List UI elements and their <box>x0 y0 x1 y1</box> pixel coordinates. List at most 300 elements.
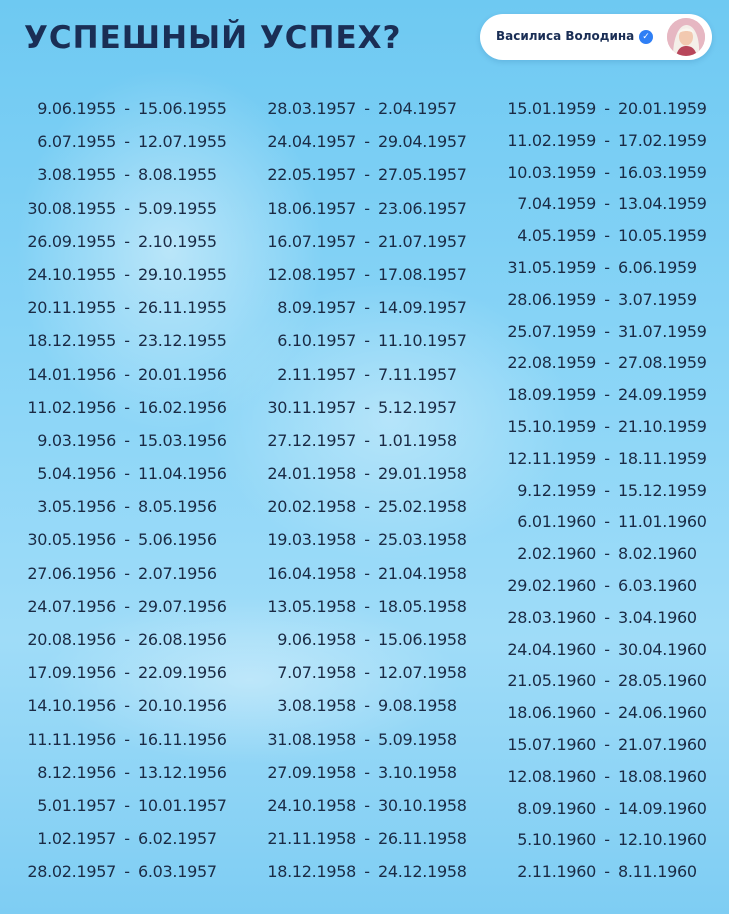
range-dash: - <box>364 596 370 616</box>
range-dash: - <box>604 798 610 818</box>
range-start-date: 5.01.1957 <box>37 795 116 815</box>
range-end-date: 8.11.1960 <box>618 862 697 882</box>
range-end-date: 27.05.1957 <box>378 165 467 185</box>
range-start-date: 18.12.1958 <box>267 862 356 882</box>
date-range-row <box>260 457 465 490</box>
range-dash: - <box>124 663 130 683</box>
date-range-row <box>260 523 465 556</box>
dates-column-1 <box>20 92 225 889</box>
range-dash: - <box>604 194 610 214</box>
date-range-row <box>500 506 705 538</box>
range-dash: - <box>364 198 370 218</box>
range-end-date: 11.04.1956 <box>138 464 227 484</box>
range-end-date: 21.04.1958 <box>378 563 467 583</box>
range-dash: - <box>604 385 610 405</box>
range-start-date: 9.06.1955 <box>37 99 116 118</box>
range-start-date: 7.07.1958 <box>277 663 356 683</box>
range-end-date: 26.08.1956 <box>138 630 227 649</box>
range-end-date: 26.11.1955 <box>138 298 227 318</box>
range-end-date: 6.03.1960 <box>618 575 697 595</box>
range-dash: - <box>604 257 610 277</box>
range-dash: - <box>364 132 370 152</box>
range-end-date: 26.11.1958 <box>378 829 467 849</box>
range-end-date: 6.03.1957 <box>138 862 217 882</box>
dates-column-3 <box>500 93 705 888</box>
range-dash: - <box>124 630 130 649</box>
date-range-row <box>500 729 705 761</box>
range-end-date: 6.02.1957 <box>138 829 217 849</box>
range-end-date: 17.08.1957 <box>378 264 467 284</box>
range-start-date: 15.01.1959 <box>507 99 596 118</box>
range-start-date: 30.05.1956 <box>27 530 116 550</box>
range-dash: - <box>124 165 130 185</box>
range-start-date: 31.08.1958 <box>267 729 356 749</box>
date-range-row <box>20 656 225 689</box>
range-dash: - <box>604 130 610 150</box>
date-range-row <box>20 557 225 590</box>
range-start-date: 15.10.1959 <box>507 416 596 436</box>
range-start-date: 14.01.1956 <box>27 364 116 384</box>
range-dash: - <box>604 321 610 341</box>
range-end-date: 29.07.1956 <box>138 596 227 616</box>
date-range-row <box>260 225 465 258</box>
range-start-date: 27.06.1956 <box>27 563 116 583</box>
range-dash: - <box>364 563 370 583</box>
range-start-date: 3.08.1955 <box>37 165 116 185</box>
range-end-date: 12.07.1958 <box>378 663 467 683</box>
date-range-row <box>500 475 705 507</box>
range-start-date: 30.08.1955 <box>27 198 116 218</box>
range-start-date: 24.04.1957 <box>267 132 356 152</box>
range-start-date: 2.11.1960 <box>517 862 596 882</box>
range-dash: - <box>604 512 610 532</box>
range-start-date: 3.08.1958 <box>277 696 356 716</box>
range-dash: - <box>364 331 370 351</box>
range-dash: - <box>604 830 610 850</box>
dates-column-2 <box>260 92 465 889</box>
range-end-date: 24.09.1959 <box>618 385 707 405</box>
date-range-row <box>500 93 705 125</box>
range-dash: - <box>364 231 370 251</box>
date-range-row <box>260 125 465 158</box>
range-dash: - <box>604 639 610 659</box>
date-range-row <box>20 192 225 225</box>
range-end-date: 2.04.1957 <box>378 99 457 118</box>
range-end-date: 11.01.1960 <box>618 512 707 532</box>
range-end-date: 3.10.1958 <box>378 762 457 782</box>
range-end-date: 29.04.1957 <box>378 132 467 152</box>
date-range-row <box>500 347 705 379</box>
range-end-date: 15.06.1958 <box>378 630 467 649</box>
range-start-date: 9.12.1959 <box>517 480 596 500</box>
range-dash: - <box>124 364 130 384</box>
range-end-date: 29.01.1958 <box>378 464 467 484</box>
avatar <box>667 18 705 56</box>
range-dash: - <box>604 353 610 373</box>
date-range-row <box>260 557 465 590</box>
date-range-row <box>260 656 465 689</box>
date-range-row <box>500 220 705 252</box>
range-dash: - <box>604 289 610 309</box>
date-range-row <box>20 358 225 391</box>
date-range-row <box>500 634 705 666</box>
date-range-row <box>260 424 465 457</box>
range-end-date: 18.05.1958 <box>378 596 467 616</box>
date-range-row <box>500 125 705 157</box>
date-range-row <box>20 92 225 125</box>
range-dash: - <box>124 497 130 517</box>
range-dash: - <box>604 703 610 723</box>
range-dash: - <box>124 298 130 318</box>
range-start-date: 17.09.1956 <box>27 663 116 683</box>
date-range-row <box>20 324 225 357</box>
range-start-date: 13.05.1958 <box>267 596 356 616</box>
range-end-date: 23.06.1957 <box>378 198 467 218</box>
range-dash: - <box>124 729 130 749</box>
date-range-row <box>20 225 225 258</box>
range-start-date: 18.06.1957 <box>267 198 356 218</box>
range-start-date: 20.02.1958 <box>267 497 356 517</box>
date-range-row <box>20 291 225 324</box>
range-start-date: 29.02.1960 <box>507 575 596 595</box>
range-end-date: 5.09.1955 <box>138 198 217 218</box>
date-range-row <box>260 391 465 424</box>
date-range-row <box>20 158 225 191</box>
date-range-row <box>20 723 225 756</box>
date-range-row <box>20 623 225 656</box>
date-range-row <box>20 855 225 888</box>
range-start-date: 21.05.1960 <box>507 671 596 691</box>
range-end-date: 1.01.1958 <box>378 430 457 450</box>
date-range-row <box>260 158 465 191</box>
range-start-date: 28.03.1960 <box>507 607 596 627</box>
range-start-date: 2.11.1957 <box>277 364 356 384</box>
date-range-row <box>20 391 225 424</box>
range-end-date: 9.08.1958 <box>378 696 457 716</box>
range-start-date: 6.10.1957 <box>277 331 356 351</box>
range-start-date: 24.04.1960 <box>507 639 596 659</box>
date-range-row <box>500 570 705 602</box>
range-end-date: 5.09.1958 <box>378 729 457 749</box>
range-start-date: 5.10.1960 <box>517 830 596 850</box>
range-end-date: 24.06.1960 <box>618 703 707 723</box>
range-start-date: 22.05.1957 <box>267 165 356 185</box>
range-end-date: 29.10.1955 <box>138 264 227 284</box>
date-range-row <box>20 424 225 457</box>
range-end-date: 5.06.1956 <box>138 530 217 550</box>
range-end-date: 3.04.1960 <box>618 607 697 627</box>
range-end-date: 5.12.1957 <box>378 397 457 417</box>
range-end-date: 10.05.1959 <box>618 226 707 246</box>
date-range-row <box>500 157 705 189</box>
range-start-date: 28.03.1957 <box>267 99 356 118</box>
range-end-date: 2.07.1956 <box>138 563 217 583</box>
range-dash: - <box>604 226 610 246</box>
range-dash: - <box>364 862 370 882</box>
range-end-date: 20.10.1956 <box>138 696 227 716</box>
range-dash: - <box>124 264 130 284</box>
range-dash: - <box>124 331 130 351</box>
range-start-date: 24.10.1955 <box>27 264 116 284</box>
range-start-date: 16.07.1957 <box>267 231 356 251</box>
date-range-row <box>20 125 225 158</box>
date-range-row <box>20 523 225 556</box>
profile-name: Василиса Володина <box>496 29 635 43</box>
date-range-row <box>260 623 465 656</box>
range-end-date: 20.01.1956 <box>138 364 227 384</box>
date-range-row <box>260 490 465 523</box>
date-range-row <box>500 665 705 697</box>
range-end-date: 12.07.1955 <box>138 132 227 152</box>
range-start-date: 28.06.1959 <box>507 289 596 309</box>
range-start-date: 27.12.1957 <box>267 430 356 450</box>
range-end-date: 30.10.1958 <box>378 795 467 815</box>
range-dash: - <box>364 829 370 849</box>
date-range-row <box>500 856 705 888</box>
range-start-date: 7.04.1959 <box>517 194 596 214</box>
date-range-row <box>20 756 225 789</box>
date-range-row <box>260 291 465 324</box>
range-dash: - <box>364 530 370 550</box>
range-start-date: 9.03.1956 <box>37 430 116 450</box>
date-range-row <box>260 723 465 756</box>
range-dash: - <box>604 448 610 468</box>
date-range-row <box>20 689 225 722</box>
range-start-date: 19.03.1958 <box>267 530 356 550</box>
range-end-date: 14.09.1960 <box>618 798 707 818</box>
range-start-date: 28.02.1957 <box>27 862 116 882</box>
range-end-date: 21.10.1959 <box>618 416 707 436</box>
range-start-date: 12.08.1957 <box>267 264 356 284</box>
range-dash: - <box>124 198 130 218</box>
range-end-date: 24.12.1958 <box>378 862 467 882</box>
range-end-date: 18.11.1959 <box>618 448 707 468</box>
range-end-date: 13.12.1956 <box>138 762 227 782</box>
range-dash: - <box>364 99 370 118</box>
date-range-row <box>260 590 465 623</box>
date-range-row <box>260 258 465 291</box>
range-start-date: 26.09.1955 <box>27 231 116 251</box>
date-range-row <box>260 192 465 225</box>
date-range-row <box>260 92 465 125</box>
range-start-date: 22.08.1959 <box>507 353 596 373</box>
range-dash: - <box>364 630 370 649</box>
range-start-date: 3.05.1956 <box>37 497 116 517</box>
range-start-date: 30.11.1957 <box>267 397 356 417</box>
range-end-date: 3.07.1959 <box>618 289 697 309</box>
range-start-date: 14.10.1956 <box>27 696 116 716</box>
range-end-date: 13.04.1959 <box>618 194 707 214</box>
range-dash: - <box>124 829 130 849</box>
range-end-date: 18.08.1960 <box>618 766 707 786</box>
range-end-date: 16.11.1956 <box>138 729 227 749</box>
date-range-row <box>260 324 465 357</box>
range-end-date: 25.03.1958 <box>378 530 467 550</box>
range-start-date: 24.07.1956 <box>27 596 116 616</box>
date-range-row <box>20 822 225 855</box>
range-dash: - <box>124 795 130 815</box>
range-dash: - <box>604 480 610 500</box>
range-start-date: 11.02.1956 <box>27 397 116 417</box>
range-end-date: 22.09.1956 <box>138 663 227 683</box>
range-end-date: 8.02.1960 <box>618 544 697 564</box>
range-end-date: 30.04.1960 <box>618 639 707 659</box>
range-dash: - <box>124 231 130 251</box>
date-range-row <box>20 789 225 822</box>
range-dash: - <box>604 575 610 595</box>
range-dash: - <box>364 663 370 683</box>
range-dash: - <box>364 430 370 450</box>
verified-check-icon: ✓ <box>639 30 653 44</box>
range-dash: - <box>604 416 610 436</box>
range-end-date: 23.12.1955 <box>138 331 227 351</box>
range-start-date: 31.05.1959 <box>507 257 596 277</box>
date-range-row <box>500 538 705 570</box>
range-dash: - <box>604 544 610 564</box>
range-end-date: 16.02.1956 <box>138 397 227 417</box>
range-start-date: 11.02.1959 <box>507 130 596 150</box>
range-start-date: 10.03.1959 <box>507 162 596 182</box>
range-dash: - <box>604 99 610 118</box>
range-start-date: 12.11.1959 <box>507 448 596 468</box>
date-range-row <box>20 457 225 490</box>
range-end-date: 15.12.1959 <box>618 480 707 500</box>
range-end-date: 12.10.1960 <box>618 830 707 850</box>
date-range-row <box>20 490 225 523</box>
range-end-date: 8.08.1955 <box>138 165 217 185</box>
range-start-date: 6.01.1960 <box>517 512 596 532</box>
range-start-date: 20.08.1956 <box>27 630 116 649</box>
profile-badge[interactable] <box>480 14 712 60</box>
date-range-row <box>260 822 465 855</box>
range-dash: - <box>124 596 130 616</box>
range-start-date: 21.11.1958 <box>267 829 356 849</box>
range-dash: - <box>364 497 370 517</box>
date-range-row <box>500 411 705 443</box>
range-start-date: 8.09.1960 <box>517 798 596 818</box>
range-end-date: 21.07.1957 <box>378 231 467 251</box>
range-end-date: 25.02.1958 <box>378 497 467 517</box>
range-dash: - <box>364 364 370 384</box>
range-dash: - <box>124 99 130 118</box>
range-dash: - <box>604 862 610 882</box>
range-end-date: 17.02.1959 <box>618 130 707 150</box>
date-range-row <box>500 697 705 729</box>
range-start-date: 24.10.1958 <box>267 795 356 815</box>
range-dash: - <box>364 397 370 417</box>
range-end-date: 14.09.1957 <box>378 298 467 318</box>
range-end-date: 10.01.1957 <box>138 795 227 815</box>
range-start-date: 20.11.1955 <box>27 298 116 318</box>
range-end-date: 15.06.1955 <box>138 99 227 118</box>
range-dash: - <box>124 696 130 716</box>
date-range-row <box>500 602 705 634</box>
range-start-date: 27.09.1958 <box>267 762 356 782</box>
date-range-row <box>500 379 705 411</box>
range-dash: - <box>124 430 130 450</box>
range-start-date: 6.07.1955 <box>37 132 116 152</box>
range-dash: - <box>364 795 370 815</box>
range-end-date: 31.07.1959 <box>618 321 707 341</box>
date-range-row <box>500 284 705 316</box>
range-start-date: 18.12.1955 <box>27 331 116 351</box>
date-range-row <box>500 793 705 825</box>
range-start-date: 16.04.1958 <box>267 563 356 583</box>
range-start-date: 1.02.1957 <box>37 829 116 849</box>
range-dash: - <box>604 162 610 182</box>
range-dash: - <box>124 862 130 882</box>
range-end-date: 2.10.1955 <box>138 231 217 251</box>
range-dash: - <box>604 607 610 627</box>
date-range-row <box>500 188 705 220</box>
range-start-date: 4.05.1959 <box>517 226 596 246</box>
range-start-date: 25.07.1959 <box>507 321 596 341</box>
range-dash: - <box>364 165 370 185</box>
range-dash: - <box>124 762 130 782</box>
range-dash: - <box>124 132 130 152</box>
range-end-date: 11.10.1957 <box>378 331 467 351</box>
date-range-row <box>260 756 465 789</box>
range-end-date: 20.01.1959 <box>618 99 707 118</box>
range-dash: - <box>364 298 370 318</box>
profile-photo-icon <box>667 18 705 56</box>
range-start-date: 2.02.1960 <box>517 544 596 564</box>
range-end-date: 27.08.1959 <box>618 353 707 373</box>
date-range-row <box>260 358 465 391</box>
range-end-date: 21.07.1960 <box>618 734 707 754</box>
range-end-date: 16.03.1959 <box>618 162 707 182</box>
range-dash: - <box>604 671 610 691</box>
range-start-date: 8.12.1956 <box>37 762 116 782</box>
range-start-date: 18.06.1960 <box>507 703 596 723</box>
date-range-row <box>260 689 465 722</box>
date-range-row <box>500 252 705 284</box>
range-start-date: 18.09.1959 <box>507 385 596 405</box>
range-start-date: 11.11.1956 <box>27 729 116 749</box>
date-range-row <box>20 590 225 623</box>
date-range-row <box>20 258 225 291</box>
range-dash: - <box>364 729 370 749</box>
date-range-row <box>500 761 705 793</box>
page-title: УСПЕШНЫЙ УСПЕХ? <box>24 20 402 56</box>
date-range-row <box>260 855 465 888</box>
range-start-date: 5.04.1956 <box>37 464 116 484</box>
range-end-date: 8.05.1956 <box>138 497 217 517</box>
range-start-date: 12.08.1960 <box>507 766 596 786</box>
range-dash: - <box>124 530 130 550</box>
range-dash: - <box>364 696 370 716</box>
date-range-row <box>500 443 705 475</box>
range-dash: - <box>124 563 130 583</box>
range-start-date: 24.01.1958 <box>267 464 356 484</box>
range-dash: - <box>604 734 610 754</box>
range-end-date: 7.11.1957 <box>378 364 457 384</box>
range-dash: - <box>364 464 370 484</box>
range-start-date: 15.07.1960 <box>507 734 596 754</box>
range-dash: - <box>604 766 610 786</box>
range-dash: - <box>364 264 370 284</box>
range-start-date: 9.06.1958 <box>277 630 356 649</box>
range-end-date: 6.06.1959 <box>618 257 697 277</box>
range-end-date: 15.03.1956 <box>138 430 227 450</box>
range-dash: - <box>124 464 130 484</box>
range-end-date: 28.05.1960 <box>618 671 707 691</box>
range-dash: - <box>124 397 130 417</box>
date-range-row <box>500 316 705 348</box>
range-dash: - <box>364 762 370 782</box>
date-range-row <box>260 789 465 822</box>
date-range-row <box>500 824 705 856</box>
